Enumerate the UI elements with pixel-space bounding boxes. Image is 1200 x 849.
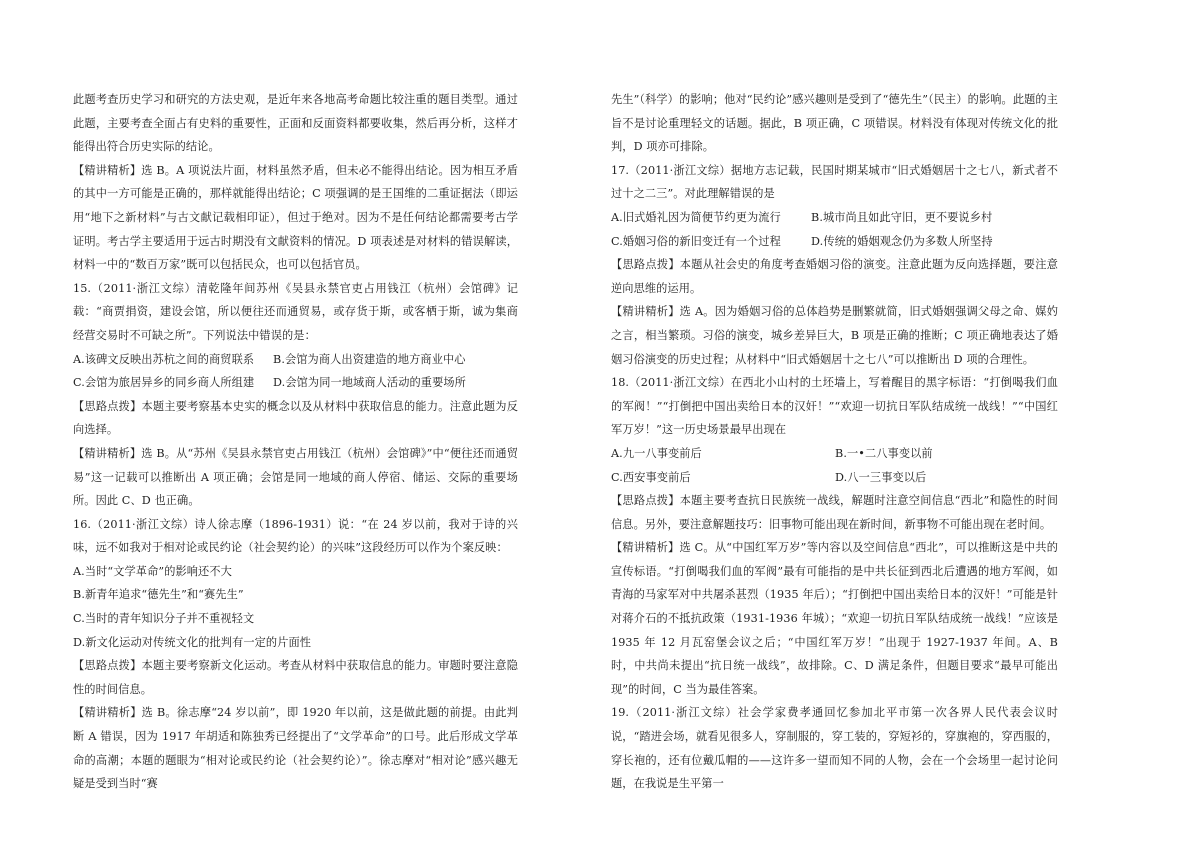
paragraph-method-view: 此题考查历史学习和研究的方法史观，是近年来各地高考命题比较注重的题目类型。通过此题，主要考查全面占有史料的重要性，正面和反面资料都要收集，然后再分析，这样才能得出符合历史实际的结论。 bbox=[73, 93, 518, 154]
option-15-d: D.会馆为同一地域商人活动的重要场所 bbox=[273, 376, 466, 390]
right-column bbox=[611, 88, 1058, 796]
option-17-b: B.城市尚且如此守旧，更不要说乡村 bbox=[811, 210, 993, 224]
question-15-options bbox=[73, 348, 518, 395]
option-16-d: D.新文化运动对传统文化的批判有一定的片面性 bbox=[73, 635, 312, 649]
question-18: 18.（2011·浙江文综）在西北小山村的土坯墙上，写着醒目的黑字标语：“打倒喝我们血的军阀！”“打倒把中国出卖给日本的汉奸！”“欢迎一切抗日军队结成统一战线！”“中国红军万岁！”这一历史场景最早出现在 bbox=[611, 376, 1058, 437]
option-16-a: A.当时“文学革命”的影响还不大 bbox=[73, 564, 232, 578]
hint-17: 【思路点拨】本题从社会史的角度考查婚姻习俗的演变。注意此题为反向选择题，要注意逆向思维的运用。 bbox=[611, 258, 1058, 295]
question-17-options bbox=[611, 206, 1058, 253]
option-15-b: B.会馆为商人出资建造的地方商业中心 bbox=[273, 352, 466, 366]
option-18-d: D.八一三事变以后 bbox=[835, 470, 927, 484]
option-17-a: A.旧式婚礼因为简便节约更为流行 bbox=[611, 210, 781, 224]
option-18-b: B.一•二八事变以前 bbox=[835, 446, 933, 460]
option-17-c: C.婚姻习俗的新旧变迁有一个过程 bbox=[611, 234, 781, 248]
analysis-15: 【精讲精析】选 B。从“苏州《吴县永禁官吏占用钱江（杭州）会馆碑》”中“便往还而通贸易”这一记载可以推断出 A 项正确；会馆是同一地域的商人停宿、储运、交际的重要场所。因此 C、D 也正确。 bbox=[73, 446, 518, 508]
question-15: 15.（2011·浙江文综）清乾隆年间苏州《吴县永禁官吏占用钱江（杭州）会馆碑》记载：“商贾捐资，建设会馆，所以便往还而通贸易，或存货于斯，或客栖于斯，诚为集商经营交易时不可缺之所”。下列说法中错误的是： bbox=[73, 281, 518, 342]
analysis-16: 【精讲精析】选 B。徐志摩“24 岁以前”，即 1920 年以前，这是做此题的前提。由此判断 A 错误，因为 1917 年胡适和陈独秀已经提出了“文学革命”的口号。此后形成文学革命的高潮；本题的题眼为“相对论或民约论（社会契约论）”。徐志摩对“相对论”感兴趣无疑是受到当时“赛 bbox=[73, 706, 518, 791]
left-column bbox=[73, 88, 518, 796]
hint-18: 【思路点拨】本题主要考查抗日民族统一战线，解题时注意空间信息“西北”和隐性的时间信息。另外，要注意解题技巧：旧事物可能出现在新时间，新事物不可能出现在老时间。 bbox=[611, 494, 1058, 531]
option-17-d: D.传统的婚姻观念仍为多数人所坚持 bbox=[811, 234, 993, 248]
option-18-c: C.西安事变前后 bbox=[611, 470, 691, 484]
option-16-b: B.新青年追求“德先生”和“赛先生” bbox=[73, 588, 244, 602]
analysis-16-continued: 先生”（科学）的影响；他对“民约论”感兴趣则是受到了“德先生”（民主）的影响。此题的主旨不是讨论重理轻文的话题。据此，B 项正确，C 项错误。材料没有体现对传统文化的批判，D 项亦可排除。 bbox=[611, 93, 1058, 154]
option-18-a: A.九一八事变前后 bbox=[611, 446, 702, 460]
question-19: 19.（2011·浙江文综）社会学家费孝通回忆参加北平市第一次各界人民代表会议时说，“踏进会场，就看见很多人，穿制服的，穿工装的，穿短衫的，穿旗袍的，穿西服的，穿长袍的，还有位戴瓜帽的——这许多一望而知不同的人物，会在一个会场里一起讨论问题，在我说是生平第一 bbox=[611, 706, 1058, 791]
analysis-17: 【精讲精析】选 A。因为婚姻习俗的总体趋势是删繁就简，旧式婚姻强调父母之命、媒妁之言，相当繁琐。习俗的演变，城乡差异巨大，B 项是正确的推断；C 项正确地表达了婚姻习俗演变的历史过程；从材料中“旧式婚姻居十之七八”可以推断出 D 项的合理性。 bbox=[611, 305, 1058, 366]
hint-16: 【思路点拨】本题主要考察新文化运动。考查从材料中获取信息的能力。审题时要注意隐性的时间信息。 bbox=[73, 659, 518, 696]
option-16-c: C.当时的青年知识分子并不重视轻文 bbox=[73, 612, 255, 626]
question-16: 16.（2011·浙江文综）诗人徐志摩（1896-1931）说：“在 24 岁以前，我对于诗的兴味，远不如我对于相对论或民约论（社会契约论）的兴味”这段经历可以作为个案反映： bbox=[73, 517, 518, 555]
option-15-c: C.会馆为旅居异乡的同乡商人所组建 bbox=[73, 376, 255, 390]
analysis-14: 【精讲精析】选 B。A 项说法片面，材料虽然矛盾，但未必不能得出结论。因为相互矛盾的其中一方可能是正确的，那样就能得出结论；C 项强调的是王国维的二重证据法（即运用“地下之新材料”与古文献记载相印证），但过于绝对。因为不是任何结论都需要考古学证明。考古学主要适用于远古时期没有文献资料的情况。D 项表述是对材料的错误解读，材料一中的“数百万家”既可以包括民众，也可以包括官员。 bbox=[73, 163, 518, 272]
analysis-18: 【精讲精析】选 C。从“中国红军万岁”等内容以及空间信息“西北”，可以推断这是中共的宣传标语。“打倒喝我们血的军阀”最有可能指的是中共长征到西北后遭遇的地方军阀，如青海的马家军对中共屠杀甚烈（1935 年后）；“打倒把中国出卖给日本的汉奸！”可能是针对蒋介石的不抵抗政策（1931-1936 年城）；“欢迎一切抗日军队结成统一战线！”应该是 1935 年 12 月瓦窑堡会议之后；“中国红军万岁！”出现于 1927-1937 年间。A、B 时，中共尚未提出“抗日统一战线”，故排除。C、D 满足条件，但题目要求“最早可能出现”的时间，C 当为最佳答案。 bbox=[611, 541, 1058, 696]
question-18-options bbox=[611, 442, 1058, 489]
option-15-a: A.该碑文反映出苏杭之间的商贸联系 bbox=[73, 352, 255, 366]
question-17: 17.（2011·浙江文综）据地方志记载，民国时期某城市“旧式婚姻居十之七八，新式者不过十之二三”。对此理解错误的是 bbox=[611, 163, 1058, 201]
hint-15: 【思路点拨】本题主要考察基本史实的概念以及从材料中获取信息的能力。注意此题为反向选择。 bbox=[73, 399, 518, 437]
